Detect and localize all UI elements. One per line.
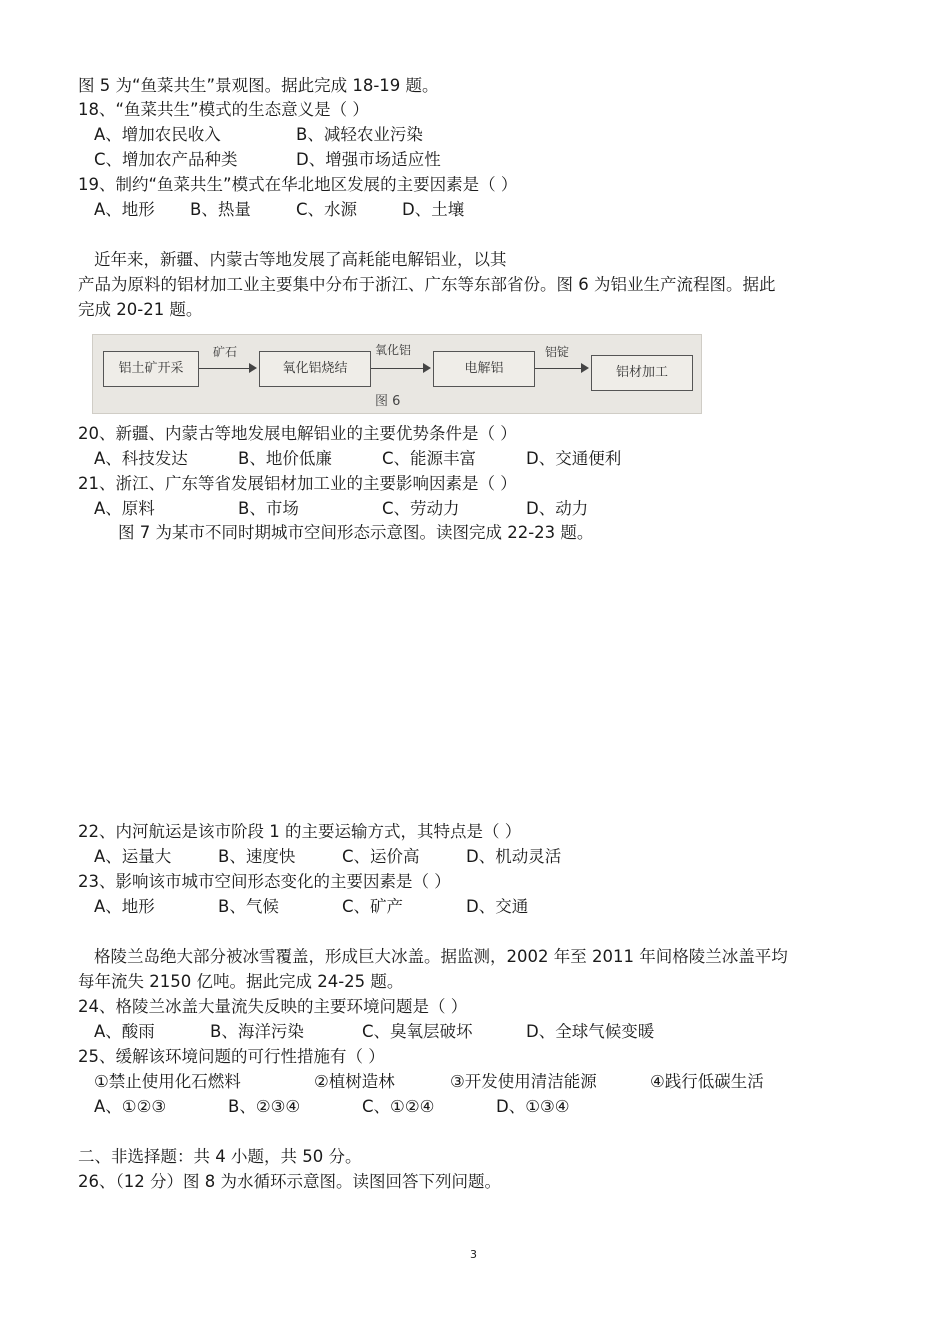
q19-option-d: D、土壤 xyxy=(402,200,465,219)
q25-measure-1: ①禁止使用化石燃料 xyxy=(94,1072,241,1091)
q21-option-d: D、动力 xyxy=(526,499,589,518)
q18-option-d: D、增强市场适应性 xyxy=(296,150,441,169)
q25-option-a: A、①②③ xyxy=(94,1097,167,1116)
q25-measure-3: ③开发使用清洁能源 xyxy=(450,1072,597,1091)
q24-option-c: C、臭氧层破坏 xyxy=(362,1022,473,1041)
q24-option-a: A、酸雨 xyxy=(94,1022,155,1041)
question-25: 25、缓解该环境问题的可行性措施有（ ） xyxy=(78,1047,385,1066)
q23-option-d: D、交通 xyxy=(466,897,529,916)
intro-20-21-line3: 完成 20-21 题。 xyxy=(78,300,203,319)
q20-option-b: B、地价低廉 xyxy=(238,449,332,468)
flow-arrow-1 xyxy=(199,368,251,369)
q24-option-d: D、全球气候变暖 xyxy=(526,1022,655,1041)
q19-option-c: C、水源 xyxy=(296,200,358,219)
question-21: 21、浙江、广东等省发展铝材加工业的主要影响因素是（ ） xyxy=(78,474,517,493)
q24-option-b: B、海洋污染 xyxy=(210,1022,304,1041)
arrow-head-icon xyxy=(581,363,589,373)
q25-measure-2: ②植树造林 xyxy=(314,1072,395,1091)
q20-option-d: D、交通便利 xyxy=(526,449,622,468)
q20-option-c: C、能源丰富 xyxy=(382,449,477,468)
intro-20-21-line2: 产品为原料的铝材加工业主要集中分布于浙江、广东等东部省份。图 6 为铝业生产流程图。据此 xyxy=(78,275,776,294)
q22-option-b: B、速度快 xyxy=(218,847,296,866)
q18-option-b: B、减轻农业污染 xyxy=(296,125,423,144)
q21-option-c: C、劳动力 xyxy=(382,499,460,518)
page-number: 3 xyxy=(470,1248,477,1261)
figure-6-caption: 图 6 xyxy=(375,394,401,409)
q19-option-b: B、热量 xyxy=(190,200,251,219)
flow-box-bauxite-mining: 铝土矿开采 xyxy=(103,351,199,387)
q21-option-a: A、原料 xyxy=(94,499,155,518)
q25-option-c: C、①②④ xyxy=(362,1097,435,1116)
question-22: 22、内河航运是该市阶段 1 的主要运输方式，其特点是（ ） xyxy=(78,822,522,841)
intro-22-23: 图 7 为某市不同时期城市空间形态示意图。读图完成 22-23 题。 xyxy=(118,523,594,542)
q20-option-a: A、科技发达 xyxy=(94,449,188,468)
intro-24-25-line2: 每年流失 2150 亿吨。据此完成 24-25 题。 xyxy=(78,972,404,991)
q22-option-c: C、运价高 xyxy=(342,847,420,866)
q23-option-a: A、地形 xyxy=(94,897,155,916)
flow-arrow-2 xyxy=(371,368,425,369)
question-19: 19、制约“鱼菜共生”模式在华北地区发展的主要因素是（ ） xyxy=(78,175,518,194)
q22-option-a: A、运量大 xyxy=(94,847,172,866)
arrow-head-icon xyxy=(249,363,257,373)
q23-option-c: C、矿产 xyxy=(342,897,404,916)
flow-box-electrolytic-aluminum: 电解铝 xyxy=(433,351,535,387)
q22-option-d: D、机动灵活 xyxy=(466,847,562,866)
flow-label-ingot: 铝锭 xyxy=(545,345,570,359)
q21-option-b: B、市场 xyxy=(238,499,299,518)
question-26: 26、（12 分）图 8 为水循环示意图。读图回答下列问题。 xyxy=(78,1172,501,1191)
intro-18-19: 图 5 为“鱼菜共生”景观图。据此完成 18-19 题。 xyxy=(78,76,439,95)
intro-20-21-line1: 近年来，新疆、内蒙古等地发展了高耗能电解铝业，以其 xyxy=(94,250,507,269)
flow-label-ore: 矿石 xyxy=(213,345,238,359)
arrow-head-icon xyxy=(423,363,431,373)
q18-option-a: A、增加农民收入 xyxy=(94,125,221,144)
q25-option-d: D、①③④ xyxy=(496,1097,570,1116)
q19-option-a: A、地形 xyxy=(94,200,155,219)
question-24: 24、格陵兰冰盖大量流失反映的主要环境问题是（ ） xyxy=(78,997,468,1016)
flow-box-aluminum-processing: 铝材加工 xyxy=(591,355,693,391)
question-20: 20、新疆、内蒙古等地发展电解铝业的主要优势条件是（ ） xyxy=(78,424,517,443)
q25-measure-4: ④践行低碳生活 xyxy=(650,1072,764,1091)
question-18: 18、“鱼菜共生”模式的生态意义是（ ） xyxy=(78,100,369,119)
q18-option-c: C、增加农产品种类 xyxy=(94,150,238,169)
q25-option-b: B、②③④ xyxy=(228,1097,301,1116)
intro-24-25-line1: 格陵兰岛绝大部分被冰雪覆盖，形成巨大冰盖。据监测，2002 年至 2011 年间格陵兰冰盖平均 xyxy=(94,947,788,966)
flow-label-alumina: 氧化铝 xyxy=(375,343,412,357)
section-2-heading: 二、非选择题：共 4 小题，共 50 分。 xyxy=(78,1147,362,1166)
flow-box-alumina-sintering: 氧化铝烧结 xyxy=(259,351,371,387)
question-23: 23、影响该市城市空间形态变化的主要因素是（ ） xyxy=(78,872,451,891)
figure-6-flowchart xyxy=(92,334,702,414)
q23-option-b: B、气候 xyxy=(218,897,279,916)
flow-arrow-3 xyxy=(535,368,583,369)
